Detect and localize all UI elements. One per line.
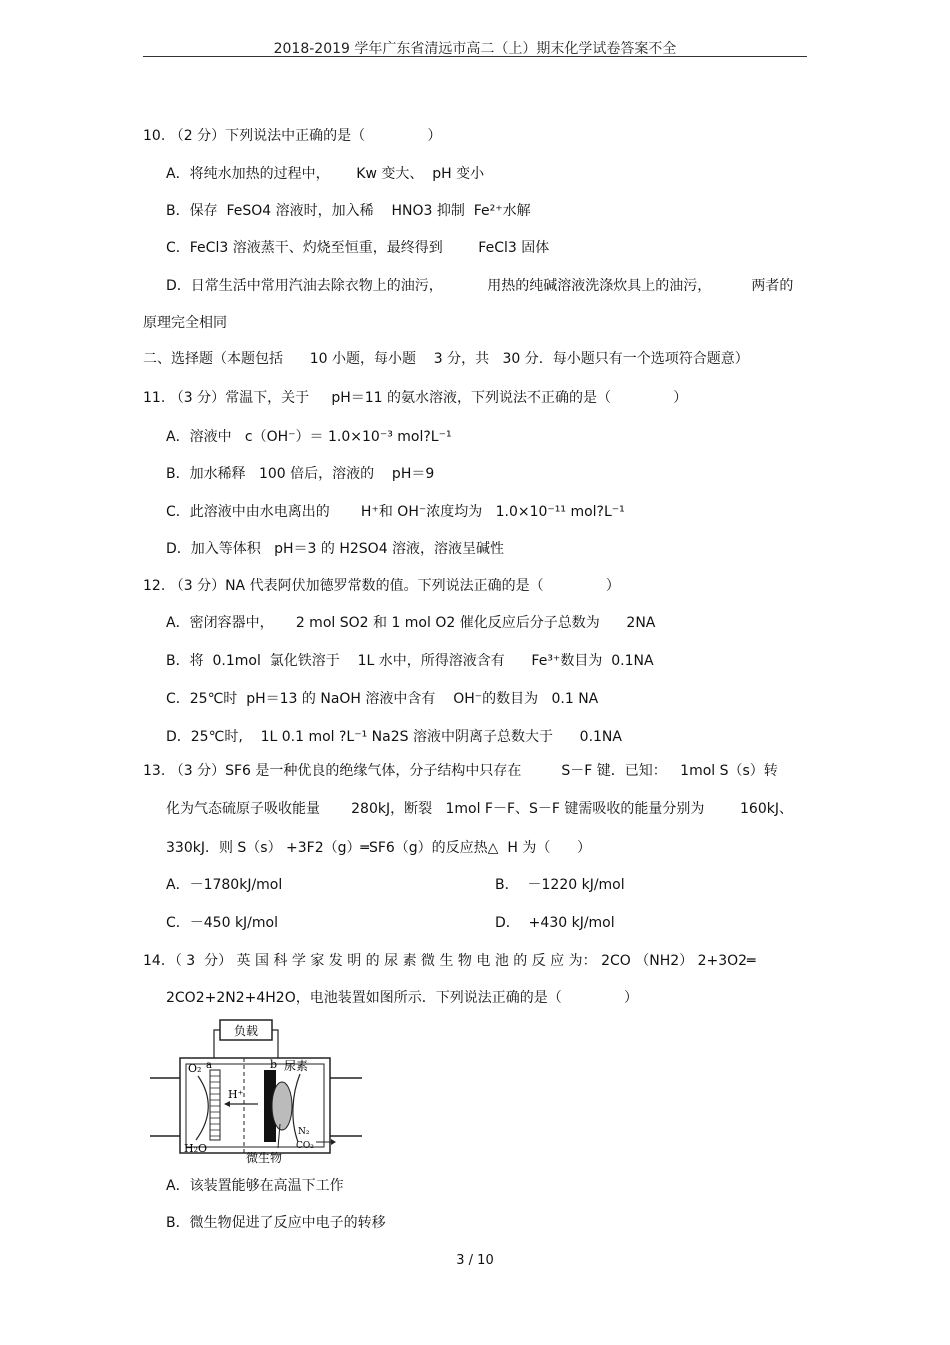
q14-option-a: A．该装置能够在高温下工作 <box>166 1178 344 1194</box>
section-heading: 二、选择题（本题包括 10 小题，每小题 3 分，共 30 分．每小题只有一个选项符合题意） <box>143 351 749 367</box>
page-number: 3 / 10 <box>456 1253 494 1268</box>
q12-option-d: D．25℃时, 1L 0.1 mol ?L⁻¹ Na2S 溶液中阴离子总数大于 0.1NA <box>166 729 622 745</box>
electrode-b-label: b <box>270 1058 278 1071</box>
q12-stem: 12. （3 分）NA 代表阿伏加德罗常数的值。下列说法正确的是（ ） <box>143 578 620 594</box>
q10-option-b: B．保存 FeSO4 溶液时，加入稀 HNO3 抑制 Fe²⁺水解 <box>166 203 531 219</box>
q12-option-c: C．25℃时 pH＝13 的 NaOH 溶液中含有 OH⁻的数目为 0.1 NA <box>166 691 599 707</box>
q13-option-d: D． +430 kJ/mol <box>495 915 615 931</box>
q12-option-a: A．密闭容器中， 2 mol SO2 和 1 mol O2 催化反应后分子总数为 2NA <box>166 615 656 631</box>
q10-option-c: C．FeCl3 溶液蒸干、灼烧至恒重，最终得到 FeCl3 固体 <box>166 240 550 256</box>
load-label: 负载 <box>233 1024 259 1038</box>
o2-label: O₂ <box>188 1062 202 1075</box>
co2-label: CO₂ <box>296 1141 314 1151</box>
header-divider <box>143 56 807 57</box>
wire-left <box>214 1030 220 1058</box>
q10-option-d-line1: D．日常生活中常用汽油去除衣物上的油污， 用热的纯碱溶液洗涤炊具上的油污， 两者的 <box>166 278 794 294</box>
n2-label: N₂ <box>298 1127 310 1137</box>
q13-stem-line1: 13. （3 分）SF6 是一种优良的绝缘气体，分子结构中只存在 S－F 键．已知： 1mol S（s）转 <box>143 763 778 779</box>
q11-option-a: A．溶液中 c（OH⁻）＝ 1.0×10⁻³ mol?L⁻¹ <box>166 429 452 445</box>
h2o-label: H₂O <box>184 1142 208 1155</box>
q11-option-b: B．加水稀释 100 倍后，溶液的 pH＝9 <box>166 466 435 482</box>
q13-option-c: C．－450 kJ/mol <box>166 915 278 931</box>
q14-stem-line1: 14．（ 3 分） 英 国 科 学 家 发 明 的 尿 素 微 生 物 电 池 的 反 应 为： 2CO （NH2） 2+3O2═ <box>143 953 756 969</box>
q11-option-d: D．加入等体积 pH＝3 的 H2SO4 溶液，溶液呈碱性 <box>166 541 505 557</box>
proton-label: H⁺ <box>228 1088 244 1101</box>
q13-option-a: A．－1780kJ/mol <box>166 877 283 893</box>
q14-option-b: B．微生物促进了反应中电子的转移 <box>166 1215 386 1231</box>
q13-stem-line3: 330kJ．则 S（s） +3F2（g）═SF6（g）的反应热△ H 为（ ） <box>166 840 592 856</box>
q13-stem-line2: 化为气态硫原子吸收能量 280kJ，断裂 1mol F－F、S－F 键需吸收的能量分别为 160kJ、 <box>166 801 793 817</box>
left-pipe <box>150 1078 180 1136</box>
microbe-label: 微生物 <box>246 1151 283 1165</box>
right-pipe <box>330 1078 362 1136</box>
wire-right <box>272 1030 278 1058</box>
q13-option-b: B． －1220 kJ/mol <box>495 877 625 893</box>
q12-option-b: B．将 0.1mol 氯化铁溶于 1L 水中，所得溶液含有 Fe³⁺数目为 0.1NA <box>166 653 654 669</box>
document-header: 2018-2019 学年广东省清远市高二（上）期末化学试卷答案不全 <box>273 41 677 57</box>
microbe-layer <box>272 1082 292 1130</box>
urea-label: 尿素 <box>284 1059 309 1073</box>
q11-option-c: C．此溶液中由水电离出的 H⁺和 OH⁻浓度均为 1.0×10⁻¹¹ mol?L⁻¹ <box>166 504 625 520</box>
q10-option-d-line2: 原理完全相同 <box>143 315 227 331</box>
urea-battery-diagram <box>150 1018 362 1166</box>
q11-stem: 11. （3 分）常温下，关于 pH＝11 的氨水溶液，下列说法不正确的是（ ） <box>143 390 688 406</box>
output-arrowhead <box>331 1139 336 1145</box>
q10-stem: 10. （2 分）下列说法中正确的是（ ） <box>143 128 442 144</box>
q14-stem-line2: 2CO2+2N2+4H2O，电池装置如图所示．下列说法正确的是（ ） <box>166 990 639 1006</box>
q10-option-a: A．将纯水加热的过程中， Kw 变大、 pH 变小 <box>166 166 485 182</box>
electrode-a-label: a <box>206 1060 212 1071</box>
electrode-a <box>210 1070 220 1140</box>
